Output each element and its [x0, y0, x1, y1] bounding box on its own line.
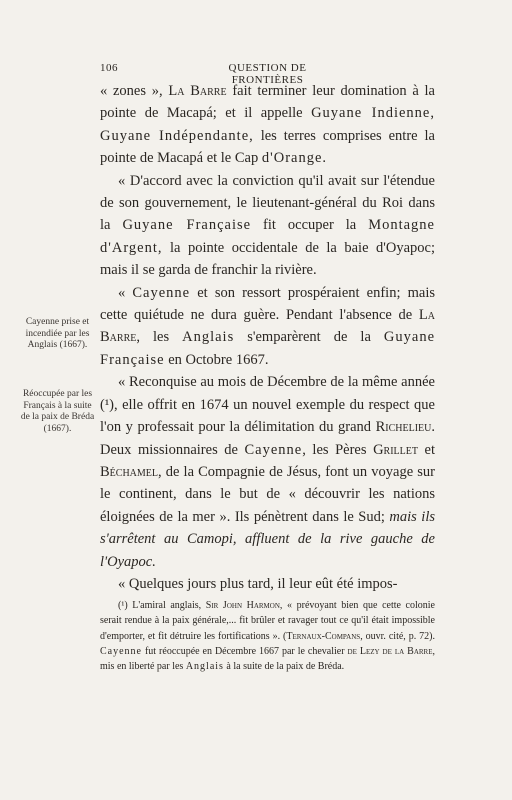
page-number: 106: [100, 62, 118, 74]
running-header: [100, 62, 435, 86]
margin-note-reoccupied: Réoccupée par les Français à la suite de la paix de Bréda (1667).: [20, 389, 95, 434]
running-title: QUESTION DE FRONTIÈRES: [228, 62, 307, 86]
paragraph: « Quelques jours plus tard, il leur eût été impos-: [118, 575, 398, 592]
footnote: [100, 598, 435, 674]
paragraph: « D'accord avec la conviction qu'il avait sur l'étendue de son gouvernement, le lieutenant-général du Roi dans la Guyane Française fit occuper la Montagne d'Argent, la pointe occidentale de la baie d'Oyapoc; mais il se garda de franchir la rivière.: [100, 172, 435, 279]
main-text: [100, 80, 435, 595]
paragraph: « Reconquise au mois de Décembre de la même année (¹), elle offrit en 1674 un nouvel exemple du respect que l'on y professait pour la délimitation du grand Richelieu. Deux missionnaires de Cayenne, les Pères Grillet et Béchamel, de la Compagnie de Jésus, font un voyage sur le continent, dans le but de « découvrir les nations éloignées de la mer ». Ils pénètrent dans le Sud; mais ils s'arrêtent au Camopi, affluent de la rive gauche de l'Oyapoc.: [100, 374, 436, 570]
paragraph: « Cayenne et son ressort prospéraient enfin; mais cette quiétude ne dura guère. Pendant l'absence de La Barre, les Anglais s'emparèrent de la Guyane Française en Octobre 1667.: [100, 284, 435, 368]
footnote-text: (¹) L'amiral anglais, Sir John Harmon, « prévoyant bien que cette colonie serait rendue à la paix générale,... fit brûler et ravager tout ce qu'il était impossible d'emporter, et fit détruire les fortifications ». (Ternaux-Compans, ouvr. cité, p. 72). Cayenne fut réoccupée en Décembre 1667 par le chevalier de Lezy de la Barre, mis en liberté par les Anglais à la suite de la paix de Bréda.: [100, 600, 435, 673]
paragraph: « zones », La Barre fait terminer leur domination à la pointe de Macapá; et il appelle Guyane Indienne, Guyane Indépendante, les terres comprises entre la pointe de Macapá et le Cap d'Orange.: [100, 83, 435, 167]
margin-note-cayenne-taken: Cayenne prise et incendiée par les Anglais (1667).: [25, 317, 90, 350]
